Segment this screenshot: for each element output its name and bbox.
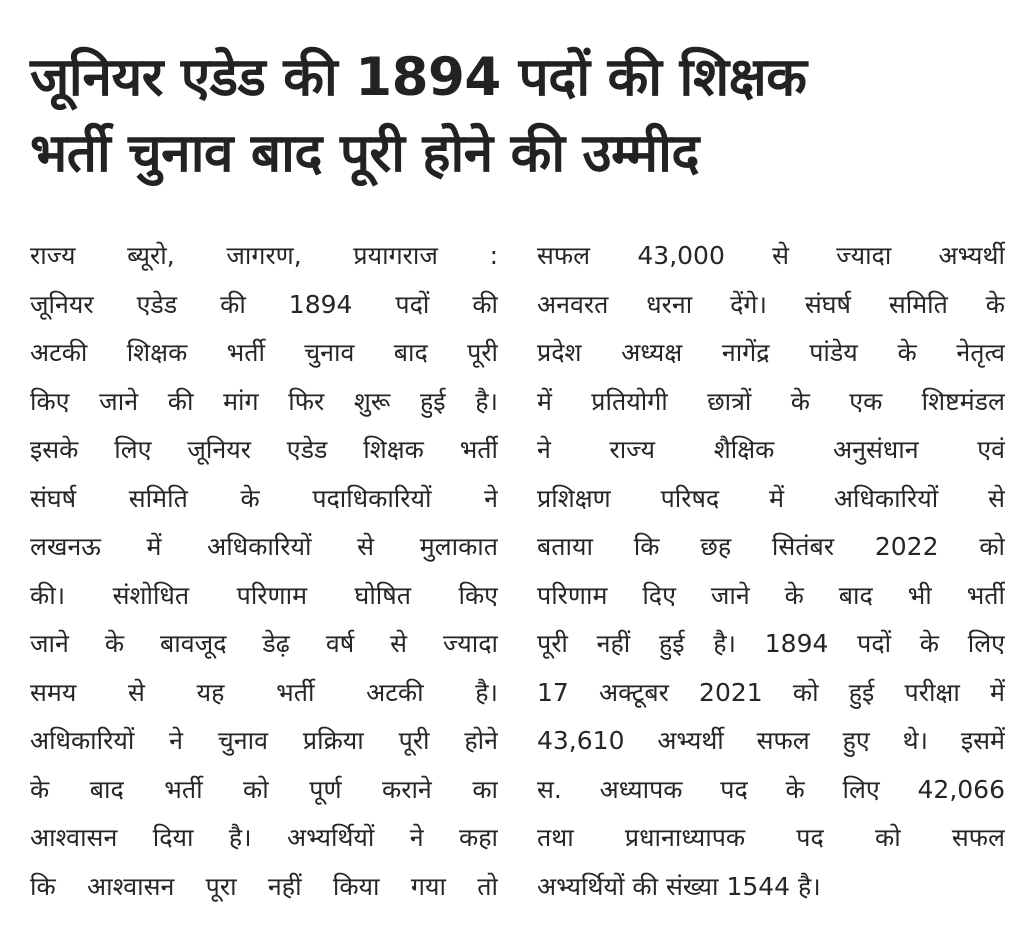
body-line: में प्रतियोगी छात्रों के एक शिष्टमंडल	[537, 386, 1005, 416]
body-line: जूनियर एडेड की 1894 पदों की	[30, 289, 498, 319]
body-line: इसके लिए जूनियर एडेड शिक्षक भर्ती	[30, 435, 498, 464]
body-line: अधिकारियों ने चुनाव प्रक्रिया पूरी होने	[30, 726, 498, 755]
body-line: लखनऊ में अधिकारियों से मुलाकात	[30, 532, 498, 561]
body-line: की। संशोधित परिणाम घोषित किए	[30, 580, 498, 610]
body-line: जाने के बावजूद डेढ़ वर्ष से ज्यादा	[30, 629, 498, 658]
body-line: कि आश्वासन पूरा नहीं किया गया तो	[30, 871, 498, 901]
body-line: तथा प्रधानाध्यापक पद को सफल	[537, 823, 1005, 852]
body-line: अटकी शिक्षक भर्ती चुनाव बाद पूरी	[30, 338, 498, 367]
body-line: ने राज्य शैक्षिक अनुसंधान एवं	[537, 435, 1005, 464]
body-line: प्रदेश अध्यक्ष नागेंद्र पांडेय के नेतृत्व	[537, 338, 1005, 367]
body-line: बताया कि छह सितंबर 2022 को	[537, 532, 1005, 561]
body-line: समय से यह भर्ती अटकी है।	[30, 677, 498, 707]
body-line: 17 अक्टूबर 2021 को हुई परीक्षा में	[537, 677, 1005, 707]
body-line: सफल 43,000 से ज्यादा अभ्यर्थी	[537, 241, 1005, 270]
body-line: संघर्ष समिति के पदाधिकारियों ने	[30, 483, 498, 513]
body-line: आश्वासन दिया है। अभ्यर्थियों ने कहा	[30, 823, 498, 852]
body-line: 43,610 अभ्यर्थी सफल हुए थे। इसमें	[537, 726, 1005, 755]
body-line: के बाद भर्ती को पूर्ण कराने का	[30, 774, 498, 804]
body-line: अभ्यर्थियों की संख्या 1544 है।	[537, 871, 821, 901]
article-body-right-column	[537, 232, 1005, 911]
body-line: अनवरत धरना देंगे। संघर्ष समिति के	[537, 289, 1005, 319]
body-line: किए जाने की मांग फिर शुरू हुई है।	[30, 386, 498, 416]
body-line: स. अध्यापक पद के लिए 42,066	[537, 774, 1005, 804]
dateline: राज्य ब्यूरो, जागरण, प्रयागराज :	[30, 241, 498, 270]
article-body-left-column	[30, 232, 498, 911]
body-line: प्रशिक्षण परिषद में अधिकारियों से	[537, 483, 1005, 513]
body-line: परिणाम दिए जाने के बाद भी भर्ती	[537, 580, 1005, 610]
headline-line: जूनियर एडेड की 1894 पदों की शिक्षक	[30, 47, 807, 108]
headline	[30, 40, 1000, 192]
headline-line: भर्ती चुनाव बाद पूरी होने की उम्मीद	[30, 123, 699, 184]
body-line: पूरी नहीं हुई है। 1894 पदों के लिए	[537, 629, 1005, 658]
